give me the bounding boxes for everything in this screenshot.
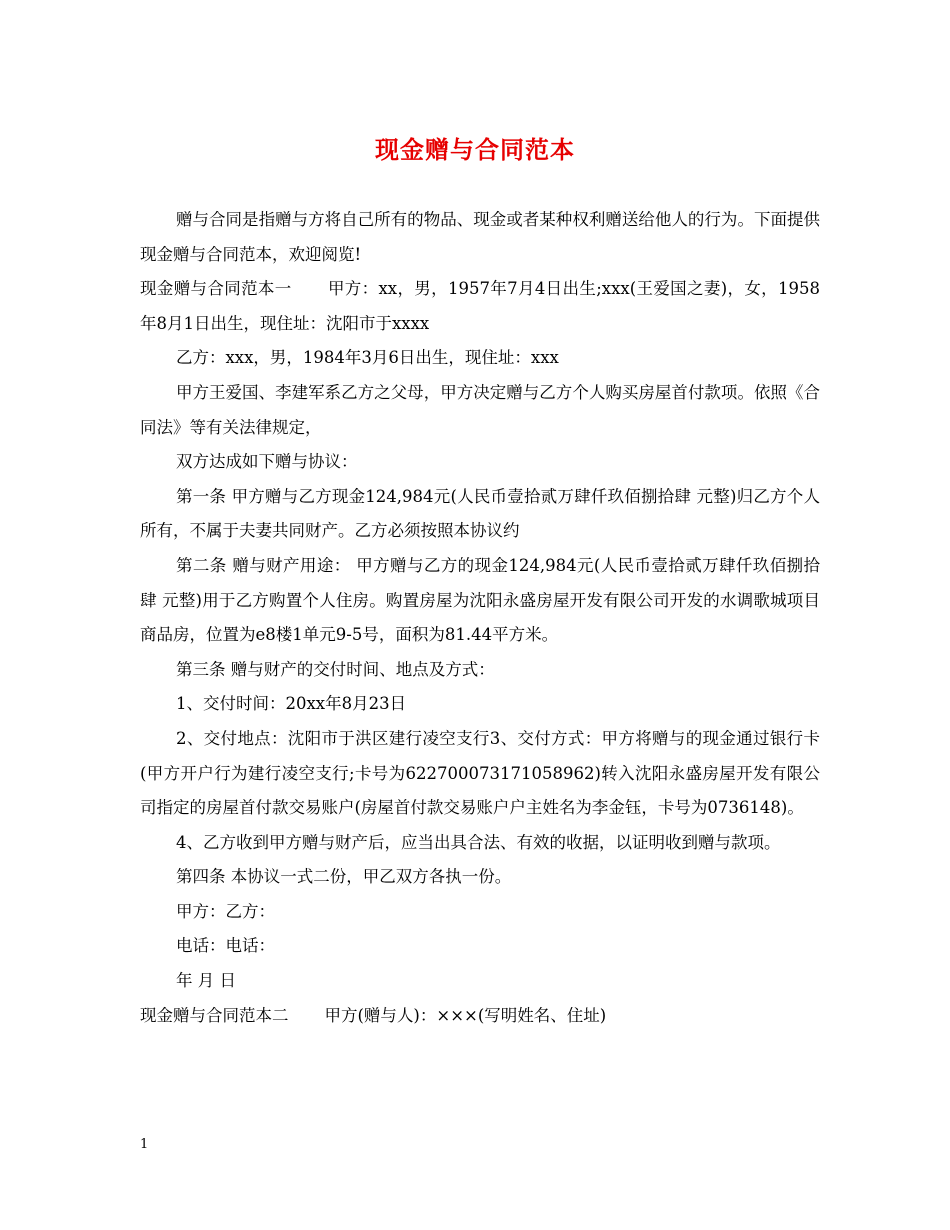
article-four: 第四条 本协议一式二份，甲乙双方各执一份。 <box>176 867 512 887</box>
delivery-place-item: 2、交付地点：沈阳市于洪区建行凌空支行3、交付方式：甲方将赠与的现金通过银行卡(甲方开户行为建行凌空支行;卡号为622700073171058962)转入沈阳永盛房屋开发有限公司指定的房屋首付款交易账户(房屋首付款交易账户户主姓名为李金钰，卡号为0736148)。 <box>140 728 820 818</box>
sample-two-paragraph <box>140 999 820 1034</box>
sample-one-agreement: 双方达成如下赠与协议： <box>176 452 358 472</box>
sample-two-heading: 现金赠与合同范本二 <box>140 1005 289 1025</box>
document-body <box>140 203 820 1033</box>
article-two: 第二条 赠与财产用途： 甲方赠与乙方的现金124,984元(人民币壹拾贰万肆仟玖佰捌拾肆 元整)用于乙方购置个人住房。购置房屋为沈阳永盛房屋开发有限公司开发的水调歌城项目商品房，位置为e8楼1单元9-5号，面积为81.44平方米。 <box>140 555 820 645</box>
signature-phones: 电话：电话： <box>176 936 275 956</box>
sample-one-party-b: 乙方：xxx，男，1984年3月6日出生，现住址：xxx <box>176 348 559 368</box>
sample-one-heading: 现金赠与合同范本一 <box>140 279 292 299</box>
sample-one-party-a: 甲方：xx，男，1957年7月4日出生;xxx(王爱国之妻)，女，1958年8月1日出生，现住址：沈阳市于xxxx <box>140 279 820 333</box>
page-number: 1 <box>140 1137 149 1152</box>
document-title: 现金赠与合同范本 <box>375 135 575 164</box>
article-three: 第三条 赠与财产的交付时间、地点及方式： <box>176 659 495 679</box>
sample-one-recital: 甲方王爱国、李建军系乙方之父母，甲方决定赠与乙方个人购买房屋首付款项。依照《合同法》等有关法律规定， <box>140 382 820 437</box>
article-one: 第一条 甲方赠与乙方现金124,984元(人民币壹拾贰万肆仟玖佰捌拾肆 元整)归乙方个人所有，不属于夫妻共同财产。乙方必须按照本协议约 <box>140 486 820 541</box>
sample-two-party-a: 甲方(赠与人)：×××(写明姓名、住址) <box>324 1005 607 1025</box>
signature-date: 年 月 日 <box>176 971 236 991</box>
sample-one-party-a-paragraph <box>140 272 820 341</box>
delivery-time-item: 1、交付时间：20xx年8月23日 <box>176 694 407 714</box>
receipt-item: 4、乙方收到甲方赠与财产后，应当出具合法、有效的收据，以证明收到赠与款项。 <box>176 832 781 852</box>
signature-parties: 甲方：乙方： <box>176 901 275 921</box>
intro-paragraph: 赠与合同是指赠与方将自己所有的物品、现金或者某种权利赠送给他人的行为。下面提供现金赠与合同范本，欢迎阅览! <box>140 210 820 264</box>
